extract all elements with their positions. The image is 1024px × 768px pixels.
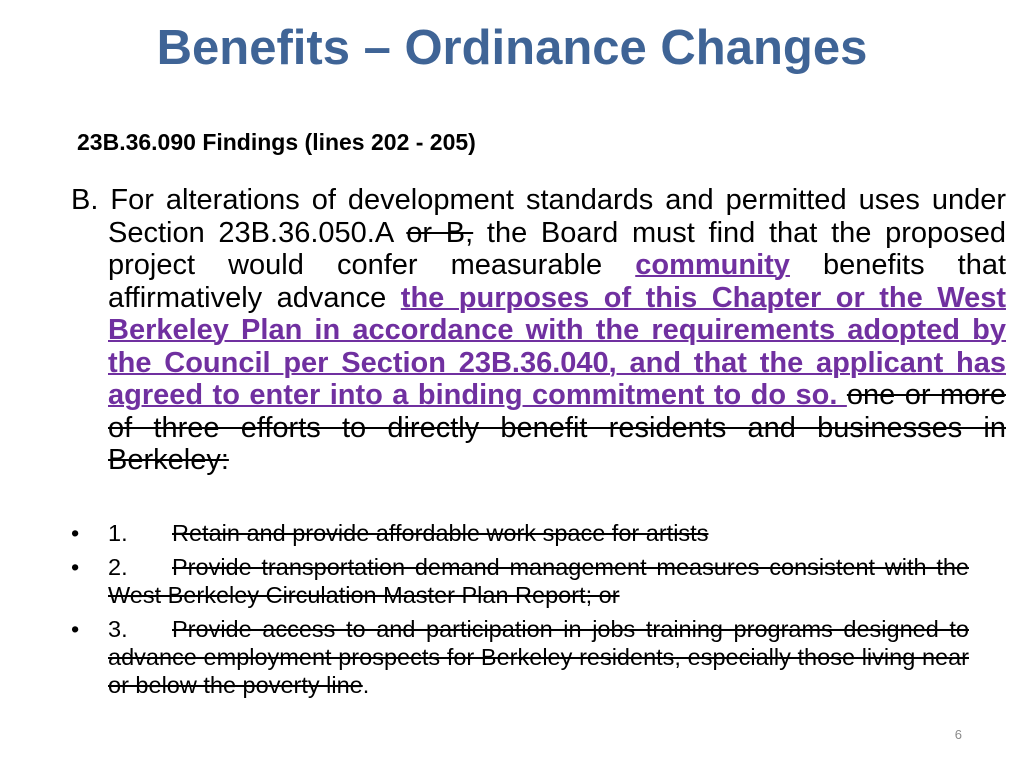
deleted-item-text bbox=[108, 554, 969, 608]
inserted-text: community bbox=[635, 249, 790, 281]
section-subtitle: 23B.36.090 Findings (lines 202 - 205) bbox=[77, 129, 476, 155]
page-number: 6 bbox=[954, 727, 962, 742]
inserted-text: the purposes of this Chapter or the West Berkeley Plan in accordance with the requirements adopted by the Council per Section 23B.36.040, and that the applicant has agreed to enter into a binding commitment to do so. bbox=[108, 281, 1006, 411]
plain-text: benefits that affirmatively advance bbox=[108, 249, 1007, 314]
slide-title: Benefits – Ordinance Changes bbox=[156, 21, 868, 75]
item-text: Retain and provide affordable work space for artists bbox=[172, 520, 709, 546]
bullet-marker: • bbox=[71, 520, 80, 546]
deleted-efforts-list bbox=[71, 519, 969, 705]
item-number: 2. bbox=[108, 554, 128, 580]
ordinance-paragraph-b bbox=[71, 184, 1006, 477]
deleted-item-text bbox=[108, 616, 969, 698]
plain-text: B. For alterations of development standards and permitted uses under Section 23B.36.050.A bbox=[71, 184, 1006, 249]
item-text: Provide access to and participation in jobs training programs designed to advance employment prospects for Berkeley residents, especially those living near or below the poverty line bbox=[108, 616, 969, 698]
item-number: 1. bbox=[108, 520, 128, 546]
plain-text: the Board must find that the proposed project would confer measurable bbox=[108, 216, 1007, 281]
item-text: Provide transportation demand management measures consistent with the West Berkeley Circulation Master Plan Report; or bbox=[108, 554, 969, 608]
deleted-text: or B, bbox=[406, 216, 474, 249]
deleted-text: one or more of three efforts to directly benefit residents and businesses in Berkeley: bbox=[108, 379, 1006, 476]
list-item bbox=[71, 519, 969, 547]
item-number: 3. bbox=[108, 616, 128, 642]
bullet-marker: • bbox=[71, 616, 80, 642]
trailing-period: . bbox=[362, 672, 370, 698]
bullet-marker: • bbox=[71, 554, 80, 580]
list-item bbox=[71, 553, 969, 609]
list-item bbox=[71, 615, 969, 699]
deleted-item-text bbox=[108, 520, 708, 546]
